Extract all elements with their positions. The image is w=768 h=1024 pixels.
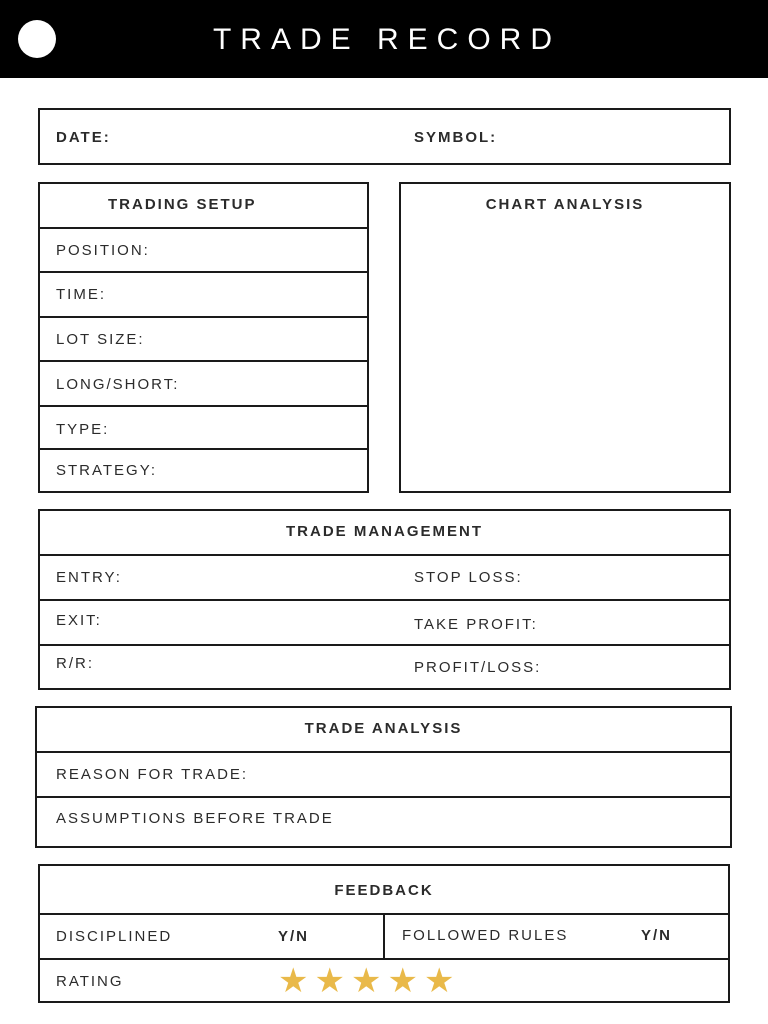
management-heading: TRADE MANAGEMENT [286, 523, 483, 540]
assumptions-label: ASSUMPTIONS BEFORE TRADE [56, 810, 334, 827]
disciplined-label: DISCIPLINED [56, 928, 173, 945]
star-icon[interactable]: ★ [387, 962, 418, 1000]
strategy-label: STRATEGY: [56, 462, 158, 479]
stop-loss-label: STOP LOSS: [414, 569, 523, 586]
date-symbol-box [38, 108, 731, 165]
feedback-row [40, 960, 728, 1003]
symbol-label: SYMBOL: [414, 129, 498, 146]
lot-size-label: LOT SIZE: [56, 331, 145, 348]
type-label: TYPE: [56, 421, 110, 438]
feedback-heading: FEEDBACK [334, 882, 434, 899]
analysis-heading: TRADE ANALYSIS [304, 720, 463, 737]
setup-field-row[interactable] [40, 229, 367, 273]
trading-setup-box [38, 182, 369, 493]
management-row[interactable] [40, 556, 729, 601]
chart-analysis-heading: CHART ANALYSIS [485, 196, 645, 213]
analysis-row[interactable] [37, 798, 730, 848]
star-icon[interactable]: ★ [423, 962, 455, 1000]
setup-heading-row [40, 184, 367, 229]
feedback-heading-row [40, 866, 728, 915]
feedback-box [38, 864, 730, 1003]
feedback-divider [383, 915, 385, 958]
position-label: POSITION: [56, 242, 150, 259]
followed-rules-label: FOLLOWED RULES [402, 927, 569, 944]
reason-label: REASON FOR TRADE: [56, 766, 249, 783]
chart-analysis-box[interactable] [399, 182, 731, 493]
setup-field-row[interactable] [40, 273, 367, 318]
rating-stars[interactable] [278, 964, 460, 998]
followed-rules-yn[interactable]: Y/N [641, 927, 673, 944]
analysis-heading-row [37, 708, 730, 753]
setup-field-row[interactable] [40, 450, 367, 493]
page-title: TRADE RECORD [212, 23, 561, 56]
management-row[interactable] [40, 601, 729, 646]
exit-label: EXIT: [56, 612, 102, 629]
feedback-row [40, 915, 728, 960]
disciplined-yn[interactable]: Y/N [278, 928, 310, 945]
rr-label: R/R: [56, 655, 94, 672]
setup-field-row[interactable] [40, 318, 367, 362]
entry-label: ENTRY: [56, 569, 122, 586]
trade-management-box [38, 509, 731, 690]
time-label: TIME: [56, 286, 106, 303]
long-short-label: LONG/SHORT: [56, 376, 180, 393]
star-icon[interactable]: ★ [350, 962, 382, 1000]
management-heading-row [40, 511, 729, 556]
take-profit-label: TAKE PROFIT: [414, 616, 538, 633]
star-icon[interactable]: ★ [278, 962, 309, 1000]
star-icon[interactable]: ★ [314, 962, 345, 1000]
page-header [0, 0, 768, 78]
setup-heading: TRADING SETUP [108, 196, 257, 213]
management-row[interactable] [40, 646, 729, 690]
rating-label: RATING [56, 973, 124, 990]
setup-field-row[interactable] [40, 407, 367, 450]
trade-analysis-box [35, 706, 732, 848]
profit-loss-label: PROFIT/LOSS: [414, 659, 542, 676]
setup-field-row[interactable] [40, 362, 367, 407]
date-label: DATE: [56, 129, 111, 146]
analysis-row[interactable] [37, 753, 730, 798]
